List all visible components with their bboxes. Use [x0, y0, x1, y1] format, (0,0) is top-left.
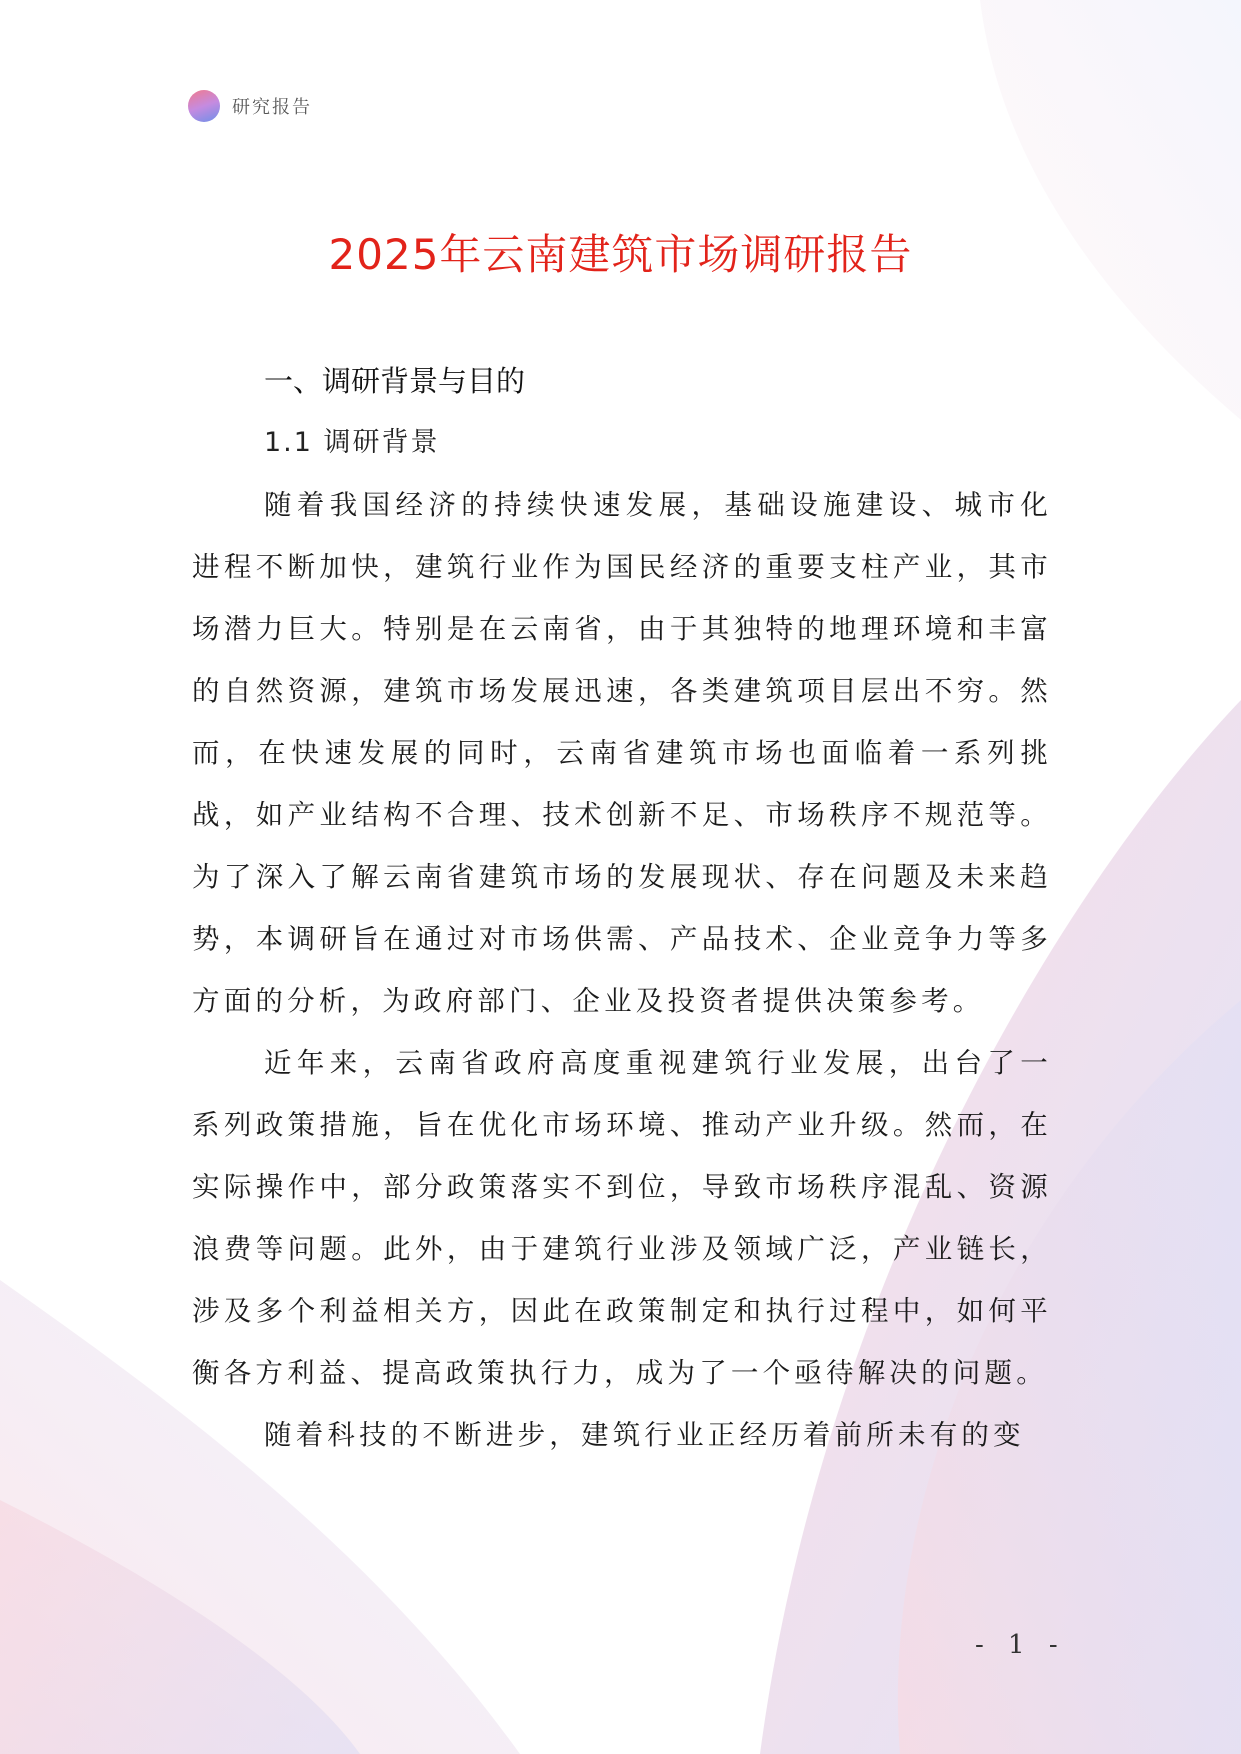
section-heading: 一、调研背景与目的	[264, 364, 526, 398]
report-logo-icon	[188, 90, 220, 122]
subsection-heading: 1.1 调研背景	[264, 427, 440, 458]
page-number: - 1 -	[975, 1630, 1066, 1660]
document-body	[192, 350, 1052, 1466]
body-paragraph: 近年来，云南省政府高度重视建筑行业发展，出台了一系列政策措施，旨在优化市场环境、推动产业升级。然而，在实际操作中，部分政策落实不到位，导致市场秩序混乱、资源浪费等问题。此外，由于建筑行业涉及领域广泛，产业链长，涉及多个利益相关方，因此在政策制定和执行过程中，如何平衡各方利益、提高政策执行力，成为了一个亟待解决的问题。	[192, 1047, 1052, 1389]
document-header	[188, 88, 312, 124]
header-label: 研究报告	[232, 97, 312, 118]
document-title: 2025年云南建筑市场调研报告	[328, 230, 913, 279]
body-paragraph: 随着科技的不断进步，建筑行业正经历着前所未有的变	[264, 1419, 1025, 1451]
body-paragraph: 随着我国经济的持续快速发展，基础设施建设、城市化进程不断加快，建筑行业作为国民经济的重要支柱产业，其市场潜力巨大。特别是在云南省，由于其独特的地理环境和丰富的自然资源，建筑市场发展迅速，各类建筑项目层出不穷。然而，在快速发展的同时，云南省建筑市场也面临着一系列挑战，如产业结构不合理、技术创新不足、市场秩序不规范等。为了深入了解云南省建筑市场的发展现状、存在问题及未来趋势，本调研旨在通过对市场供需、产品技术、企业竞争力等多方面的分析，为政府部门、企业及投资者提供决策参考。	[192, 489, 1052, 1017]
